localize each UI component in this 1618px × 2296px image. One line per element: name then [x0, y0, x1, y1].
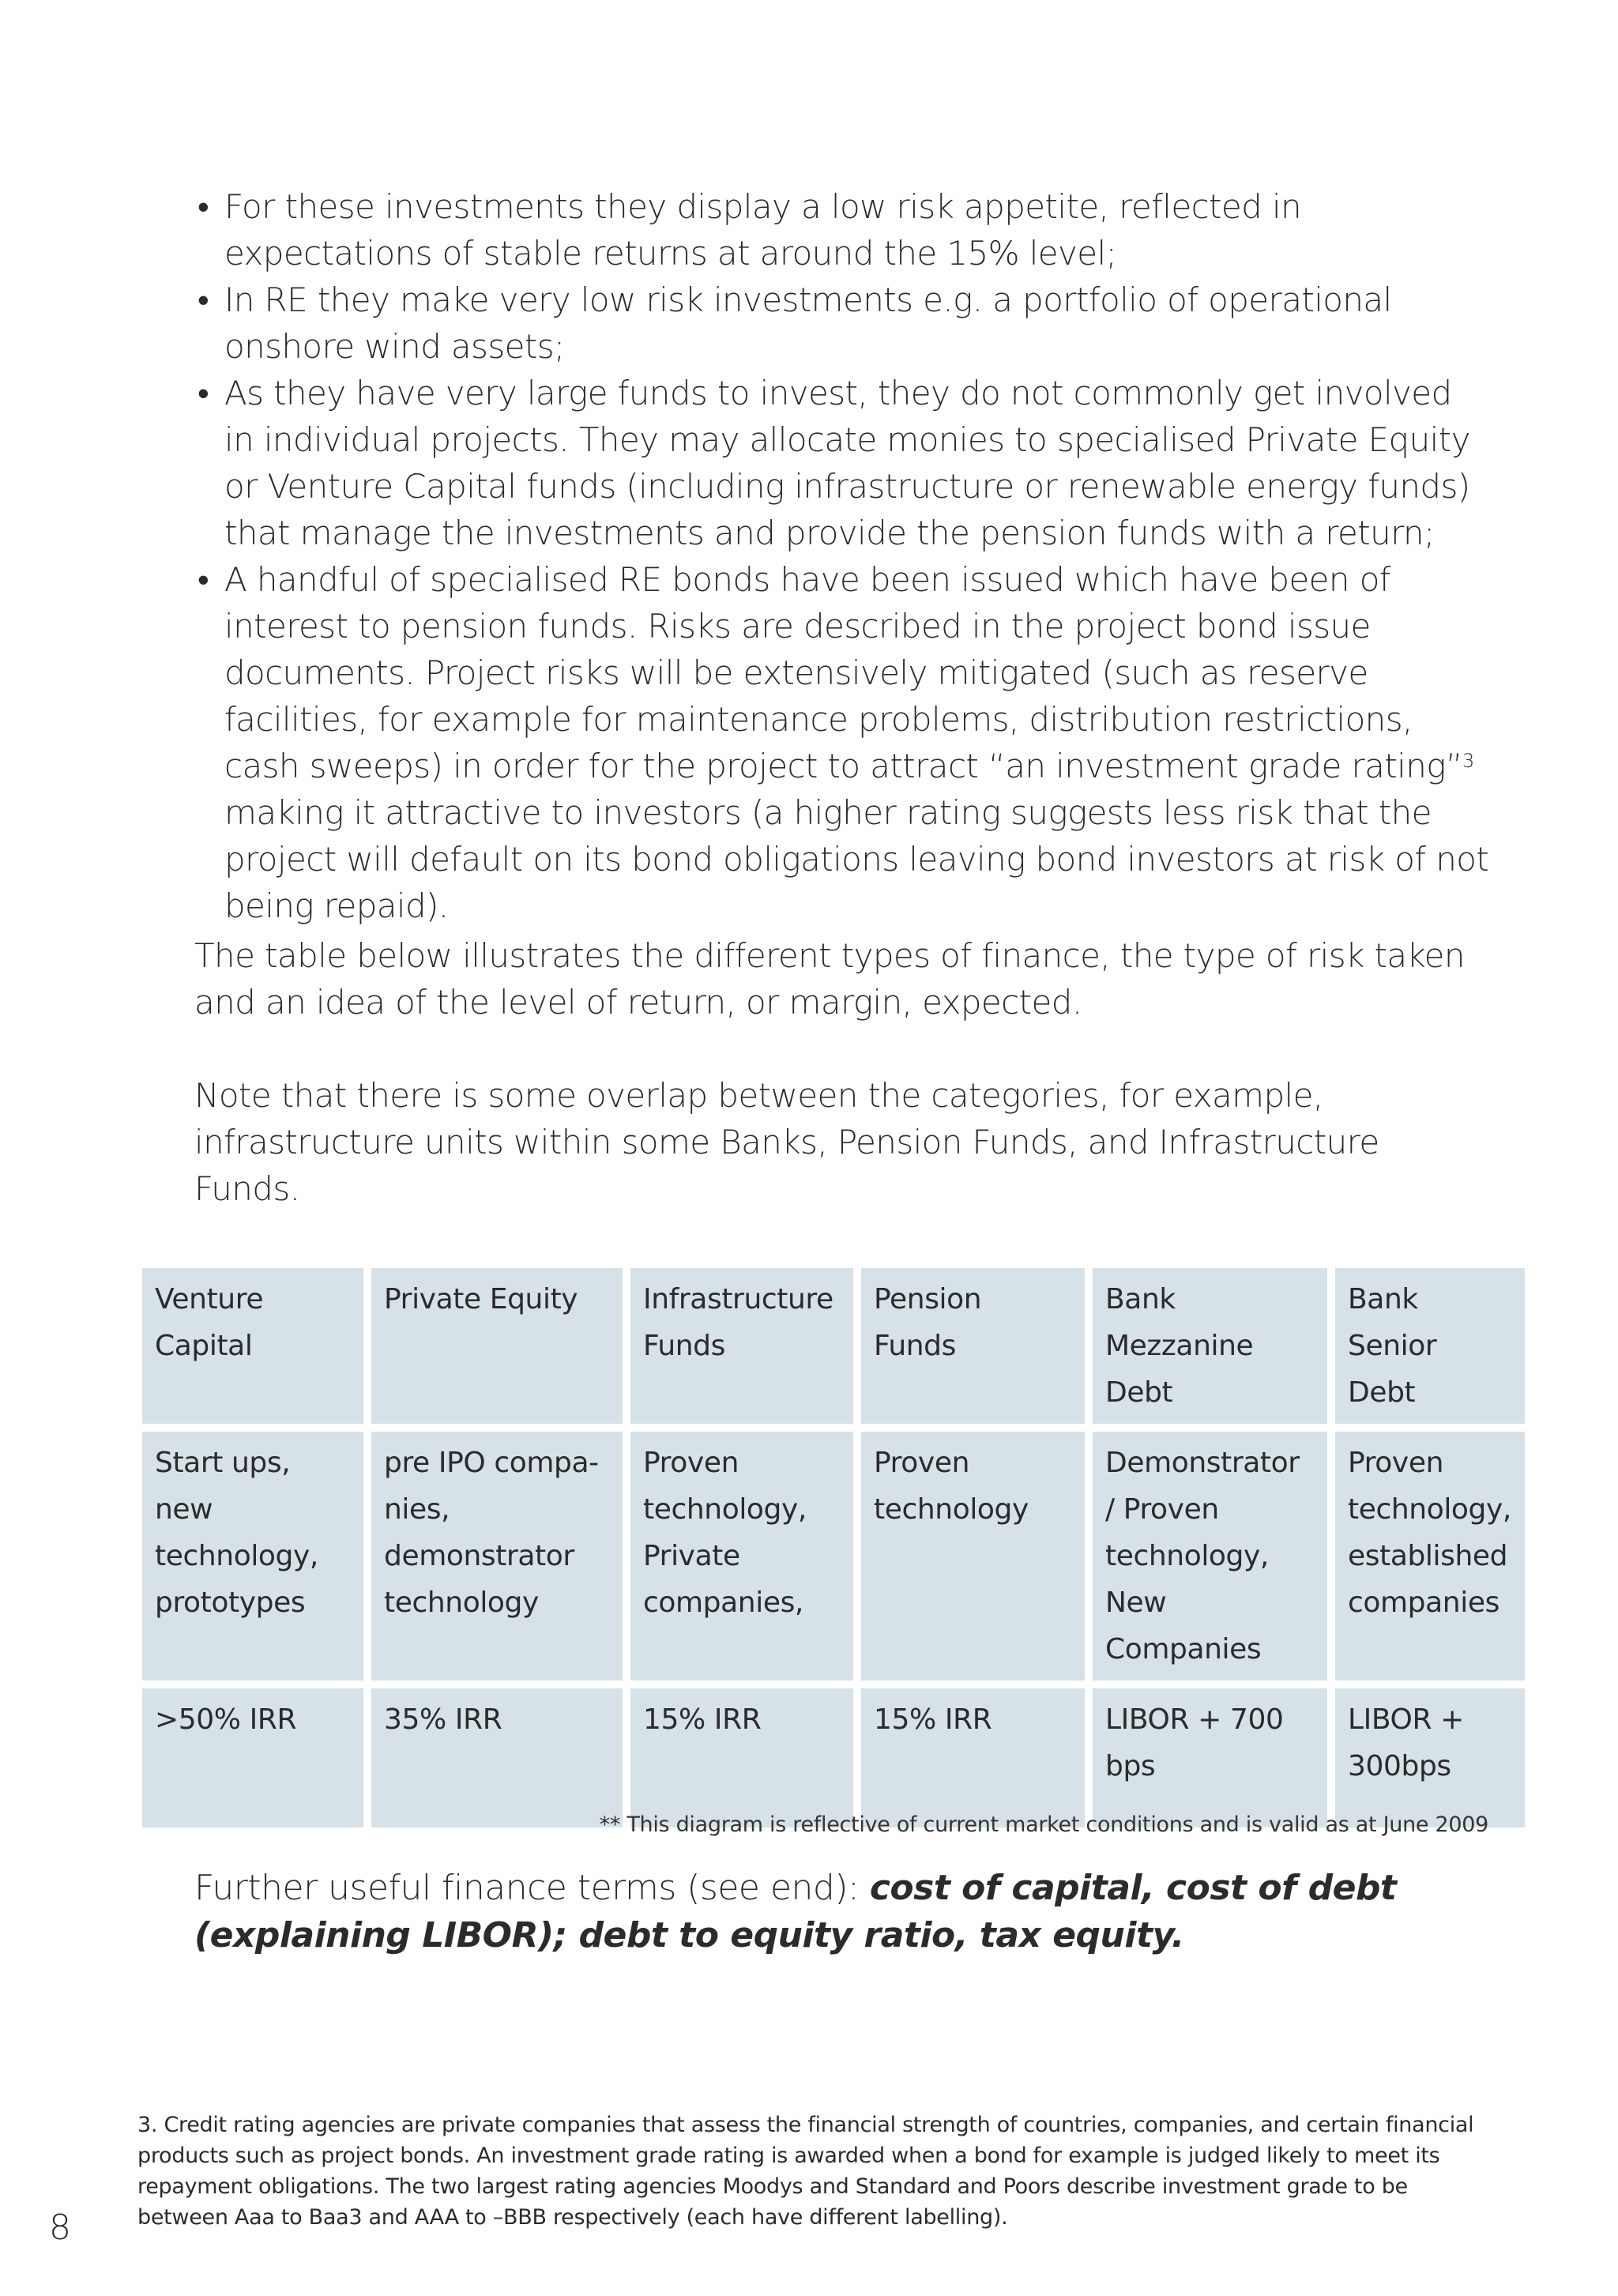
table-row-expected-return: [142, 1688, 1525, 1827]
table-cell: Start ups, new technology, prototypes: [142, 1432, 363, 1681]
bullet-symbol: •: [198, 280, 209, 319]
further-terms-lead: Further useful finance terms (see end):: [194, 1868, 870, 1908]
bullet-item: [194, 556, 1490, 929]
bullet-text-continued: making it attractive to investors (a higher rating suggests less risk that the project will default on its bond obligations leaving bond investors at risk of not being repaid).: [224, 793, 1489, 925]
overlap-note-paragraph: Note that there is some overlap between the categories, for example, infrastructure units within some Banks, Pension Funds, and Infrastructure Funds.: [194, 1076, 1379, 1208]
footnote: 3. Credit rating agencies are private companies that assess the financial strength of countries, companies, and certain financial products such as project bonds. An investment grade rating is awarded when a bond for example is judged likely to meet its repayment obligations. The two largest rating agencies Moodys and Standard and Poors describe investment grade to be between Aaa to Baa3 and AAA to –BBB respectively (each have different labelling).: [137, 2113, 1474, 2230]
table-row-risk-type: [142, 1432, 1525, 1681]
finance-types-table: [134, 1260, 1533, 1835]
table-cell: Proven technology, established companies: [1335, 1432, 1525, 1681]
bullet-item: [194, 277, 1490, 370]
bullet-symbol: •: [198, 560, 209, 599]
bullet-symbol: •: [198, 187, 209, 226]
bullet-item: [194, 183, 1490, 277]
bullet-list: [194, 183, 1490, 929]
table-cell: LIBOR + 700 bps: [1093, 1688, 1327, 1827]
table-cell: >50% IRR: [142, 1688, 363, 1827]
table-cell: pre IPO compa-nies, demonstrator technology: [371, 1432, 623, 1681]
bullet-item: [194, 370, 1490, 556]
table-row-finance-type: [142, 1268, 1525, 1424]
table-cell: Pension Funds: [861, 1268, 1085, 1424]
table-cell: 35% IRR: [371, 1688, 623, 1827]
bullet-text: For these investments they display a low risk appetite, reflected in expectations of stable returns at around the 15% level;: [224, 187, 1302, 273]
table-cell: Infrastructure Funds: [630, 1268, 853, 1424]
table-intro-paragraph: The table below illustrates the different types of finance, the type of risk taken and an idea of the level of return, or margin, expected.: [194, 936, 1465, 1022]
page-number: 8: [49, 2208, 71, 2248]
table-cell: Bank Senior Debt: [1335, 1268, 1525, 1424]
table-note: ** This diagram is reflective of current market conditions and is valid as at June 2009: [599, 1812, 1488, 1837]
table-cell: Proven technology: [861, 1432, 1085, 1681]
footnote-reference[interactable]: 3: [1462, 750, 1474, 772]
further-terms-paragraph: [194, 1865, 1506, 1959]
bullet-text: A handful of specialised RE bonds have been issued which have been of interest to pension funds. Risks are described in the project bond issue documents. Project risks will be extensively mitigated (such as reserve facilities, for example for maintenance problems, distribution restrictions, cash sweeps) in order for the project to attract “an investment grade rating”: [224, 560, 1463, 785]
bullet-text: In RE they make very low risk investments e.g. a portfolio of operational onshore wind assets;: [224, 280, 1392, 366]
table-cell: Demonstrator / Proven technology, New Companies: [1093, 1432, 1327, 1681]
bullet-text: As they have very large funds to invest, they do not commonly get involved in individual projects. They may allocate monies to specialised Private Equity or Venture Capital funds (including infrastructure or renewable energy funds) that manage the investments and provide the pension funds with a return;: [224, 374, 1470, 552]
table-cell: Bank Mezzanine Debt: [1093, 1268, 1327, 1424]
table-cell: Venture Capital: [142, 1268, 363, 1424]
table-cell: LIBOR + 300bps: [1335, 1688, 1525, 1827]
table-cell: 15% IRR: [861, 1688, 1085, 1827]
table-cell: Proven technology, Private companies,: [630, 1432, 853, 1681]
bullet-symbol: •: [198, 374, 209, 412]
further-terms-list: cost of capital, cost of debt (explaining LIBOR); debt to equity ratio, tax equity.: [194, 1868, 1397, 1955]
table-cell: Private Equity: [371, 1268, 623, 1424]
table-cell: 15% IRR: [630, 1688, 853, 1827]
